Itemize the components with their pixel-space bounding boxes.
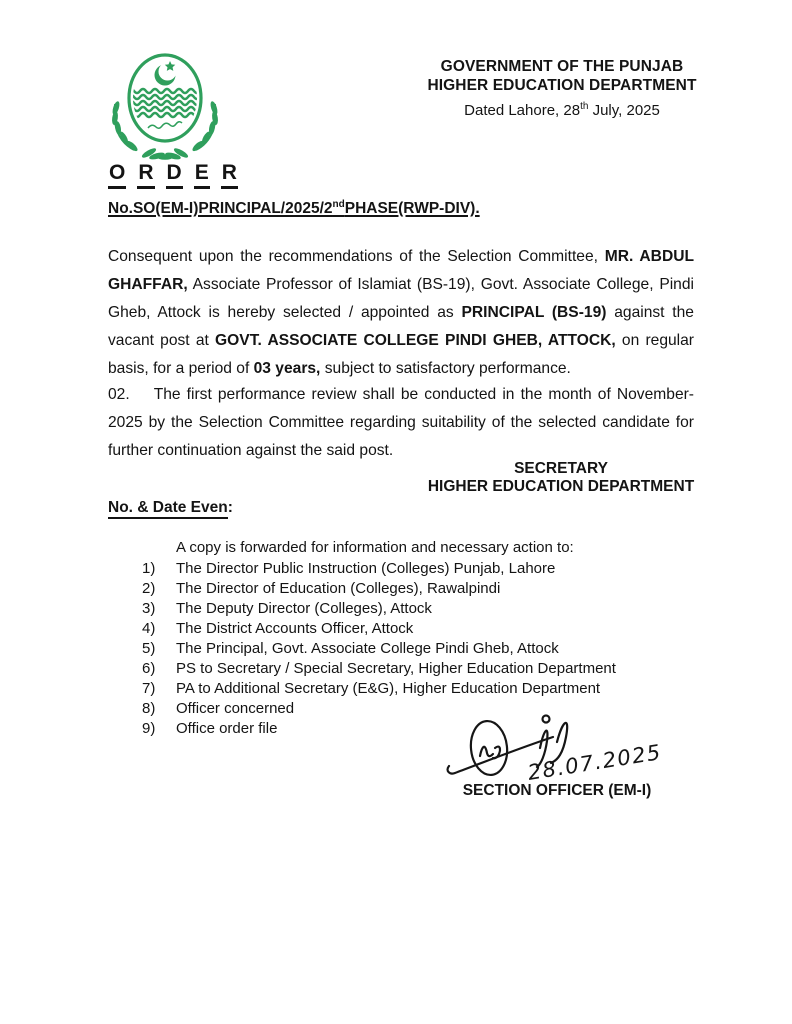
list-item-text: PA to Additional Secretary (E&G), Higher Education Department <box>176 680 601 697</box>
list-item <box>142 679 616 699</box>
list-item <box>142 619 616 639</box>
paragraph-text: The first performance review shall be conducted in the month of November-2025 by the Selection Committee regarding suitability of the selected candidate for further continuation against the said post. <box>108 385 694 459</box>
list-item-text: The District Accounts Officer, Attock <box>176 620 414 637</box>
date-line: Dated Lahore, 28th July, 2025 <box>464 101 660 119</box>
list-item <box>142 579 616 599</box>
reference-line: No. & Date Even: <box>108 499 233 517</box>
list-item-number: 8) <box>142 700 156 717</box>
list-item-number: 9) <box>142 720 156 737</box>
order-title-letter: R <box>137 161 154 189</box>
list-item-number: 2) <box>142 580 156 597</box>
signoff-department: HIGHER EDUCATION DEPARTMENT <box>427 478 695 495</box>
list-item <box>142 599 616 619</box>
list-item-text: The Principal, Govt. Associate College Pindi Gheb, Attock <box>176 640 559 657</box>
order-title-letter: E <box>194 161 210 189</box>
list-item <box>142 639 616 659</box>
list-item-text: The Deputy Director (Colleges), Attock <box>176 600 432 617</box>
order-number: No.SO(EM-I)PRINCIPAL/2025/2ndPHASE(RWP-DIV). <box>108 198 480 217</box>
list-item-number: 7) <box>142 680 156 697</box>
order-title-letter: D <box>166 161 183 189</box>
list-item-number: 5) <box>142 640 156 657</box>
order-paragraph-1: Consequent upon the recommendations of the Selection Committee, MR. ABDUL GHAFFAR, Associate Professor of Islamiat (BS-19), Govt. Associate College, Pindi Gheb, Attock is hereby selected / appointed as PRINCIPAL (BS-19) against the vacant post at GOVT. ASSOCIATE COLLEGE PINDI GHEB, ATTOCK, on regular basis, for a period of 03 years, subject to satisfactory performance. <box>108 247 694 378</box>
letterhead <box>418 57 706 119</box>
urdu-calligraphy <box>148 122 182 129</box>
reference-label: No. & Date Even <box>108 499 228 519</box>
list-item-number: 4) <box>142 620 156 637</box>
list-item <box>142 659 616 679</box>
list-item-number: 1) <box>142 560 156 577</box>
paragraph-number: 02. <box>108 385 130 403</box>
list-item <box>142 559 616 579</box>
punjab-government-logo <box>104 50 226 164</box>
department-name: HIGHER EDUCATION DEPARTMENT <box>427 77 697 94</box>
order-title <box>108 161 249 189</box>
distribution-intro: A copy is forwarded for information and necessary action to: <box>176 539 574 556</box>
punjab-crest-icon <box>104 50 226 164</box>
date-ordinal-superscript: th <box>580 101 589 112</box>
list-item-text: The Director of Education (Colleges), Rawalpindi <box>176 580 501 597</box>
list-item-text: Officer concerned <box>176 700 295 717</box>
list-item-number: 3) <box>142 600 156 617</box>
signature-block <box>443 706 663 786</box>
signoff-designation: SECRETARY <box>514 460 608 477</box>
order-paragraph-2 <box>108 381 694 466</box>
list-item-text: PS to Secretary / Special Secretary, Higher Education Department <box>176 660 616 677</box>
handwritten-signature-icon <box>443 706 663 786</box>
handwritten-date: 28.07.2025 <box>526 740 663 785</box>
signatory-title: SECTION OFFICER (EM-I) <box>462 782 652 799</box>
list-item-number: 6) <box>142 660 156 677</box>
order-title-letter: R <box>221 161 238 189</box>
government-name: GOVERNMENT OF THE PUNJAB <box>440 58 684 75</box>
signoff-block <box>425 460 697 496</box>
list-item-text: Office order file <box>176 720 278 737</box>
order-title-letter: O <box>108 161 126 189</box>
order-number-superscript: nd <box>332 198 345 210</box>
list-item-text: The Director Public Instruction (Colleges) Punjab, Lahore <box>176 560 556 577</box>
